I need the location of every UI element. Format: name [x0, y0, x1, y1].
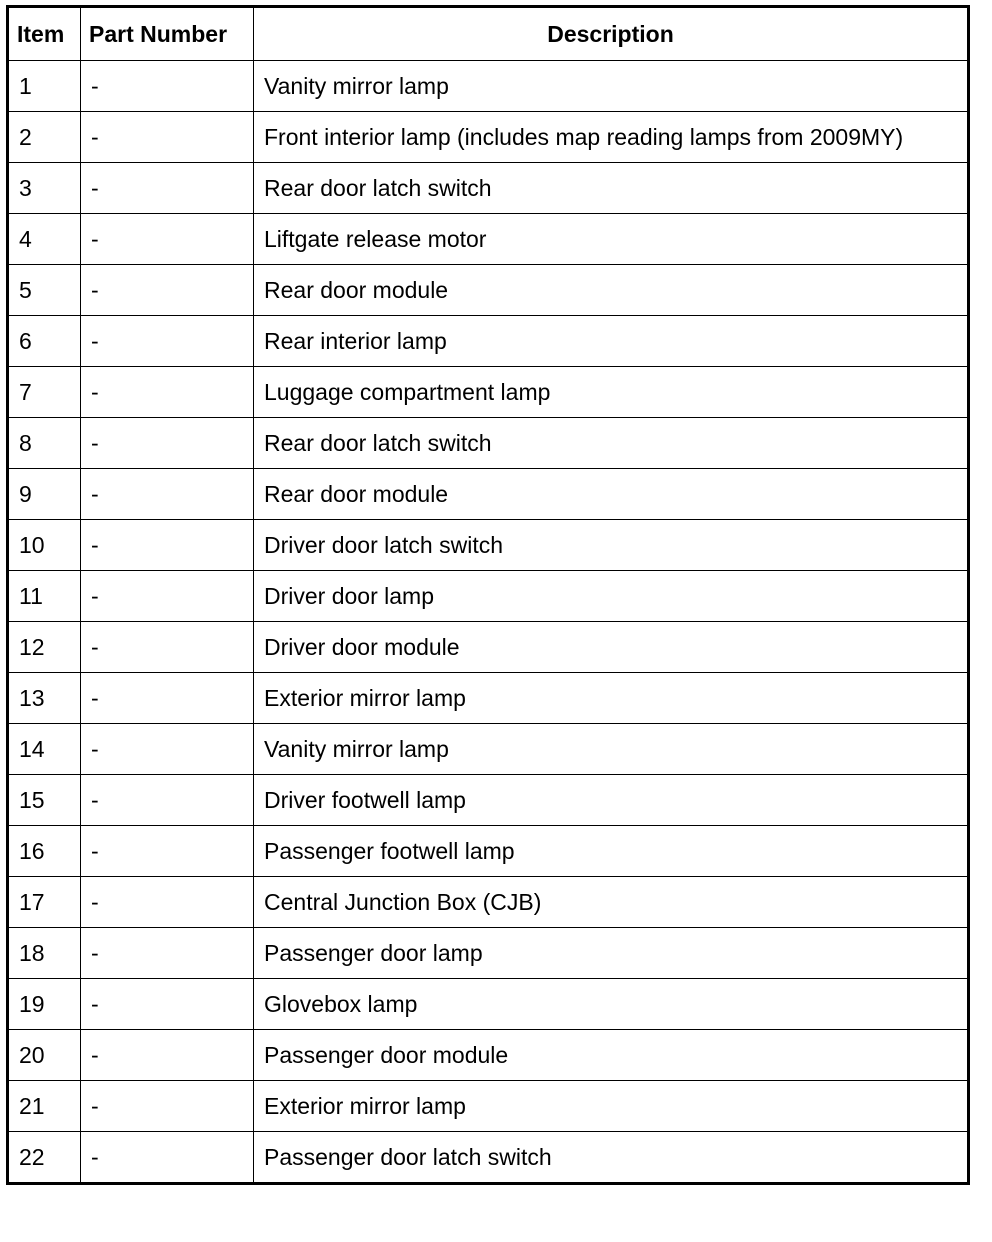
- table-row: [8, 265, 969, 316]
- table-row: [8, 367, 969, 418]
- cell-part-number: -: [81, 367, 254, 418]
- cell-description: Rear door module: [254, 469, 969, 520]
- table-header: [8, 7, 969, 61]
- cell-item: 12: [8, 622, 81, 673]
- table-row: [8, 622, 969, 673]
- cell-item: 22: [8, 1132, 81, 1184]
- cell-part-number: -: [81, 1030, 254, 1081]
- cell-description: Rear door module: [254, 265, 969, 316]
- cell-description: Vanity mirror lamp: [254, 724, 969, 775]
- table-row: [8, 520, 969, 571]
- cell-item: 6: [8, 316, 81, 367]
- table-row: [8, 1030, 969, 1081]
- header-part-number: Part Number: [81, 7, 254, 61]
- cell-part-number: -: [81, 877, 254, 928]
- cell-part-number: -: [81, 826, 254, 877]
- cell-description: Driver footwell lamp: [254, 775, 969, 826]
- cell-part-number: -: [81, 673, 254, 724]
- table-row: [8, 163, 969, 214]
- table-row: [8, 418, 969, 469]
- cell-description: Rear door latch switch: [254, 418, 969, 469]
- table-row: [8, 877, 969, 928]
- cell-part-number: -: [81, 979, 254, 1030]
- table-row: [8, 1081, 969, 1132]
- cell-item: 16: [8, 826, 81, 877]
- cell-part-number: -: [81, 520, 254, 571]
- cell-description: Glovebox lamp: [254, 979, 969, 1030]
- cell-part-number: -: [81, 724, 254, 775]
- cell-description: Vanity mirror lamp: [254, 61, 969, 112]
- cell-item: 15: [8, 775, 81, 826]
- cell-item: 11: [8, 571, 81, 622]
- cell-part-number: -: [81, 469, 254, 520]
- table-row: [8, 469, 969, 520]
- table-row: [8, 775, 969, 826]
- cell-description: Passenger door lamp: [254, 928, 969, 979]
- cell-item: 17: [8, 877, 81, 928]
- table-row: [8, 571, 969, 622]
- cell-item: 18: [8, 928, 81, 979]
- cell-item: 1: [8, 61, 81, 112]
- cell-item: 14: [8, 724, 81, 775]
- table-row: [8, 724, 969, 775]
- cell-description: Driver door latch switch: [254, 520, 969, 571]
- cell-item: 4: [8, 214, 81, 265]
- table-row: [8, 673, 969, 724]
- cell-part-number: -: [81, 1132, 254, 1184]
- cell-description: Front interior lamp (includes map reading lamps from 2009MY): [254, 112, 969, 163]
- header-description: Description: [254, 7, 969, 61]
- table-row: [8, 61, 969, 112]
- cell-item: 21: [8, 1081, 81, 1132]
- cell-item: 8: [8, 418, 81, 469]
- cell-part-number: -: [81, 61, 254, 112]
- cell-item: 20: [8, 1030, 81, 1081]
- header-row: [8, 7, 969, 61]
- cell-part-number: -: [81, 1081, 254, 1132]
- cell-description: Rear interior lamp: [254, 316, 969, 367]
- cell-part-number: -: [81, 928, 254, 979]
- table-row: [8, 928, 969, 979]
- cell-part-number: -: [81, 112, 254, 163]
- cell-part-number: -: [81, 571, 254, 622]
- cell-item: 19: [8, 979, 81, 1030]
- cell-part-number: -: [81, 622, 254, 673]
- cell-item: 7: [8, 367, 81, 418]
- cell-description: Luggage compartment lamp: [254, 367, 969, 418]
- table-row: [8, 112, 969, 163]
- cell-part-number: -: [81, 214, 254, 265]
- header-item: Item: [8, 7, 81, 61]
- cell-item: 5: [8, 265, 81, 316]
- cell-part-number: -: [81, 775, 254, 826]
- cell-description: Exterior mirror lamp: [254, 1081, 969, 1132]
- table-row: [8, 214, 969, 265]
- table-body: [8, 61, 969, 1184]
- cell-item: 10: [8, 520, 81, 571]
- cell-description: Passenger door module: [254, 1030, 969, 1081]
- parts-table: [6, 5, 970, 1185]
- table-row: [8, 979, 969, 1030]
- cell-item: 2: [8, 112, 81, 163]
- cell-description: Rear door latch switch: [254, 163, 969, 214]
- cell-description: Driver door module: [254, 622, 969, 673]
- cell-item: 13: [8, 673, 81, 724]
- table-row: [8, 1132, 969, 1184]
- cell-description: Passenger footwell lamp: [254, 826, 969, 877]
- cell-item: 9: [8, 469, 81, 520]
- cell-part-number: -: [81, 316, 254, 367]
- cell-item: 3: [8, 163, 81, 214]
- cell-description: Driver door lamp: [254, 571, 969, 622]
- table-row: [8, 826, 969, 877]
- table-row: [8, 316, 969, 367]
- cell-description: Central Junction Box (CJB): [254, 877, 969, 928]
- cell-part-number: -: [81, 418, 254, 469]
- cell-part-number: -: [81, 265, 254, 316]
- cell-part-number: -: [81, 163, 254, 214]
- cell-description: Liftgate release motor: [254, 214, 969, 265]
- cell-description: Exterior mirror lamp: [254, 673, 969, 724]
- cell-description: Passenger door latch switch: [254, 1132, 969, 1184]
